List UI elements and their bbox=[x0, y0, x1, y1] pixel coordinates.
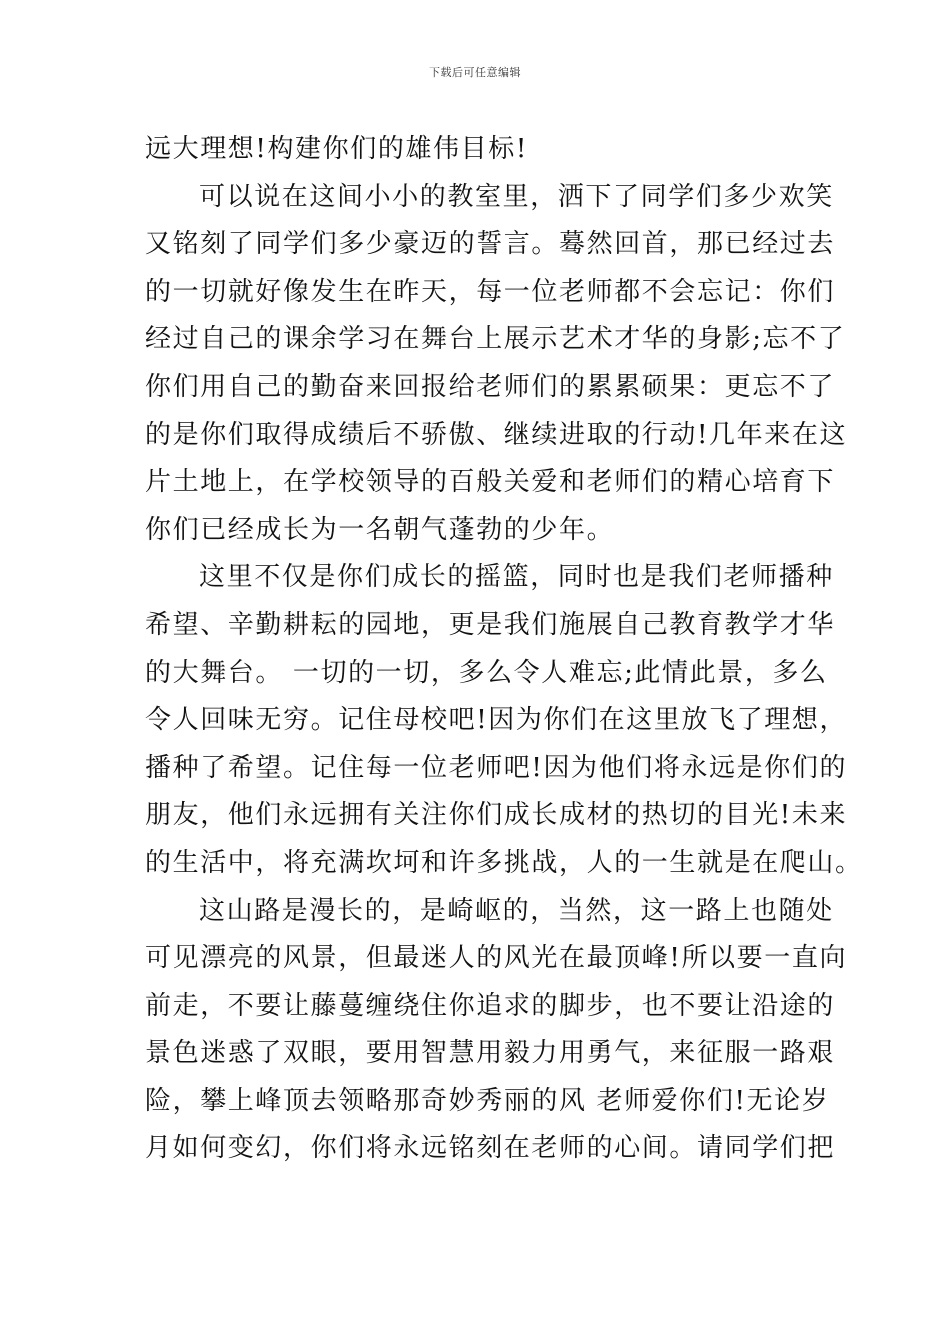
text-line: 片土地上，在学校领导的百般关爱和老师们的精心培育下 bbox=[145, 467, 836, 498]
paragraph-start-line: 这山路是漫长的，是崎岖的，当然，这一路上也随处 bbox=[199, 895, 834, 926]
text-line: 令人回味无穷。记住母校吧!因为你们在这里放飞了理想， bbox=[145, 705, 848, 736]
text-line: 月如何变幻，你们将永远铭刻在老师的心间。请同学们把 bbox=[145, 1133, 836, 1164]
document-body bbox=[145, 126, 863, 1173]
paragraph-start-line: 可以说在这间小小的教室里，洒下了同学们多少欢笑 bbox=[199, 181, 834, 212]
text-line: 可见漂亮的风景，但最迷人的风光在最顶峰!所以要一直向 bbox=[145, 943, 848, 974]
text-line: 远大理想!构建你们的雄伟目标! bbox=[145, 134, 528, 164]
text-line: 险，攀上峰顶去领略那奇妙秀丽的风 老师爱你们!无论岁 bbox=[145, 1085, 830, 1116]
text-line: 景色迷惑了双眼，要用智慧用毅力用勇气，来征服一路艰 bbox=[145, 1038, 836, 1069]
paragraph-start-line: 这里不仅是你们成长的摇篮，同时也是我们老师播种 bbox=[199, 562, 834, 593]
text-line: 希望、辛勤耕耘的园地，更是我们施展自己教育教学才华 bbox=[145, 609, 836, 640]
text-line: 的一切就好像发生在昨天，每一位老师都不会忘记：你们 bbox=[145, 276, 836, 307]
text-line: 又铭刻了同学们多少豪迈的誓言。蓦然回首，那已经过去 bbox=[145, 229, 836, 260]
text-line: 播种了希望。记住每一位老师吧!因为他们将永远是你们的 bbox=[145, 752, 848, 783]
text-line: 的大舞台。 一切的一切，多么令人难忘;此情此景，多么 bbox=[145, 657, 828, 688]
page-header: 下载后可任意编辑 bbox=[429, 66, 521, 79]
text-line: 你们已经成长为一名朝气蓬勃的少年。 bbox=[145, 514, 615, 545]
text-line: 你们用自己的勤奋来回报给老师们的累累硕果：更忘不了 bbox=[145, 371, 836, 402]
text-line: 朋友，他们永远拥有关注你们成长成材的热切的目光!未来 bbox=[145, 800, 848, 831]
text-line: 的是你们取得成绩后不骄傲、继续进取的行动!几年来在这 bbox=[145, 419, 848, 450]
text-line: 前走，不要让藤蔓缠绕住你追求的脚步，也不要让沿途的 bbox=[145, 990, 836, 1021]
text-line: 的生活中，将充满坎坷和许多挑战，人的一生就是在爬山。 bbox=[145, 847, 863, 878]
text-line: 经过自己的课余学习在舞台上展示艺术才华的身影;忘不了 bbox=[145, 324, 846, 355]
